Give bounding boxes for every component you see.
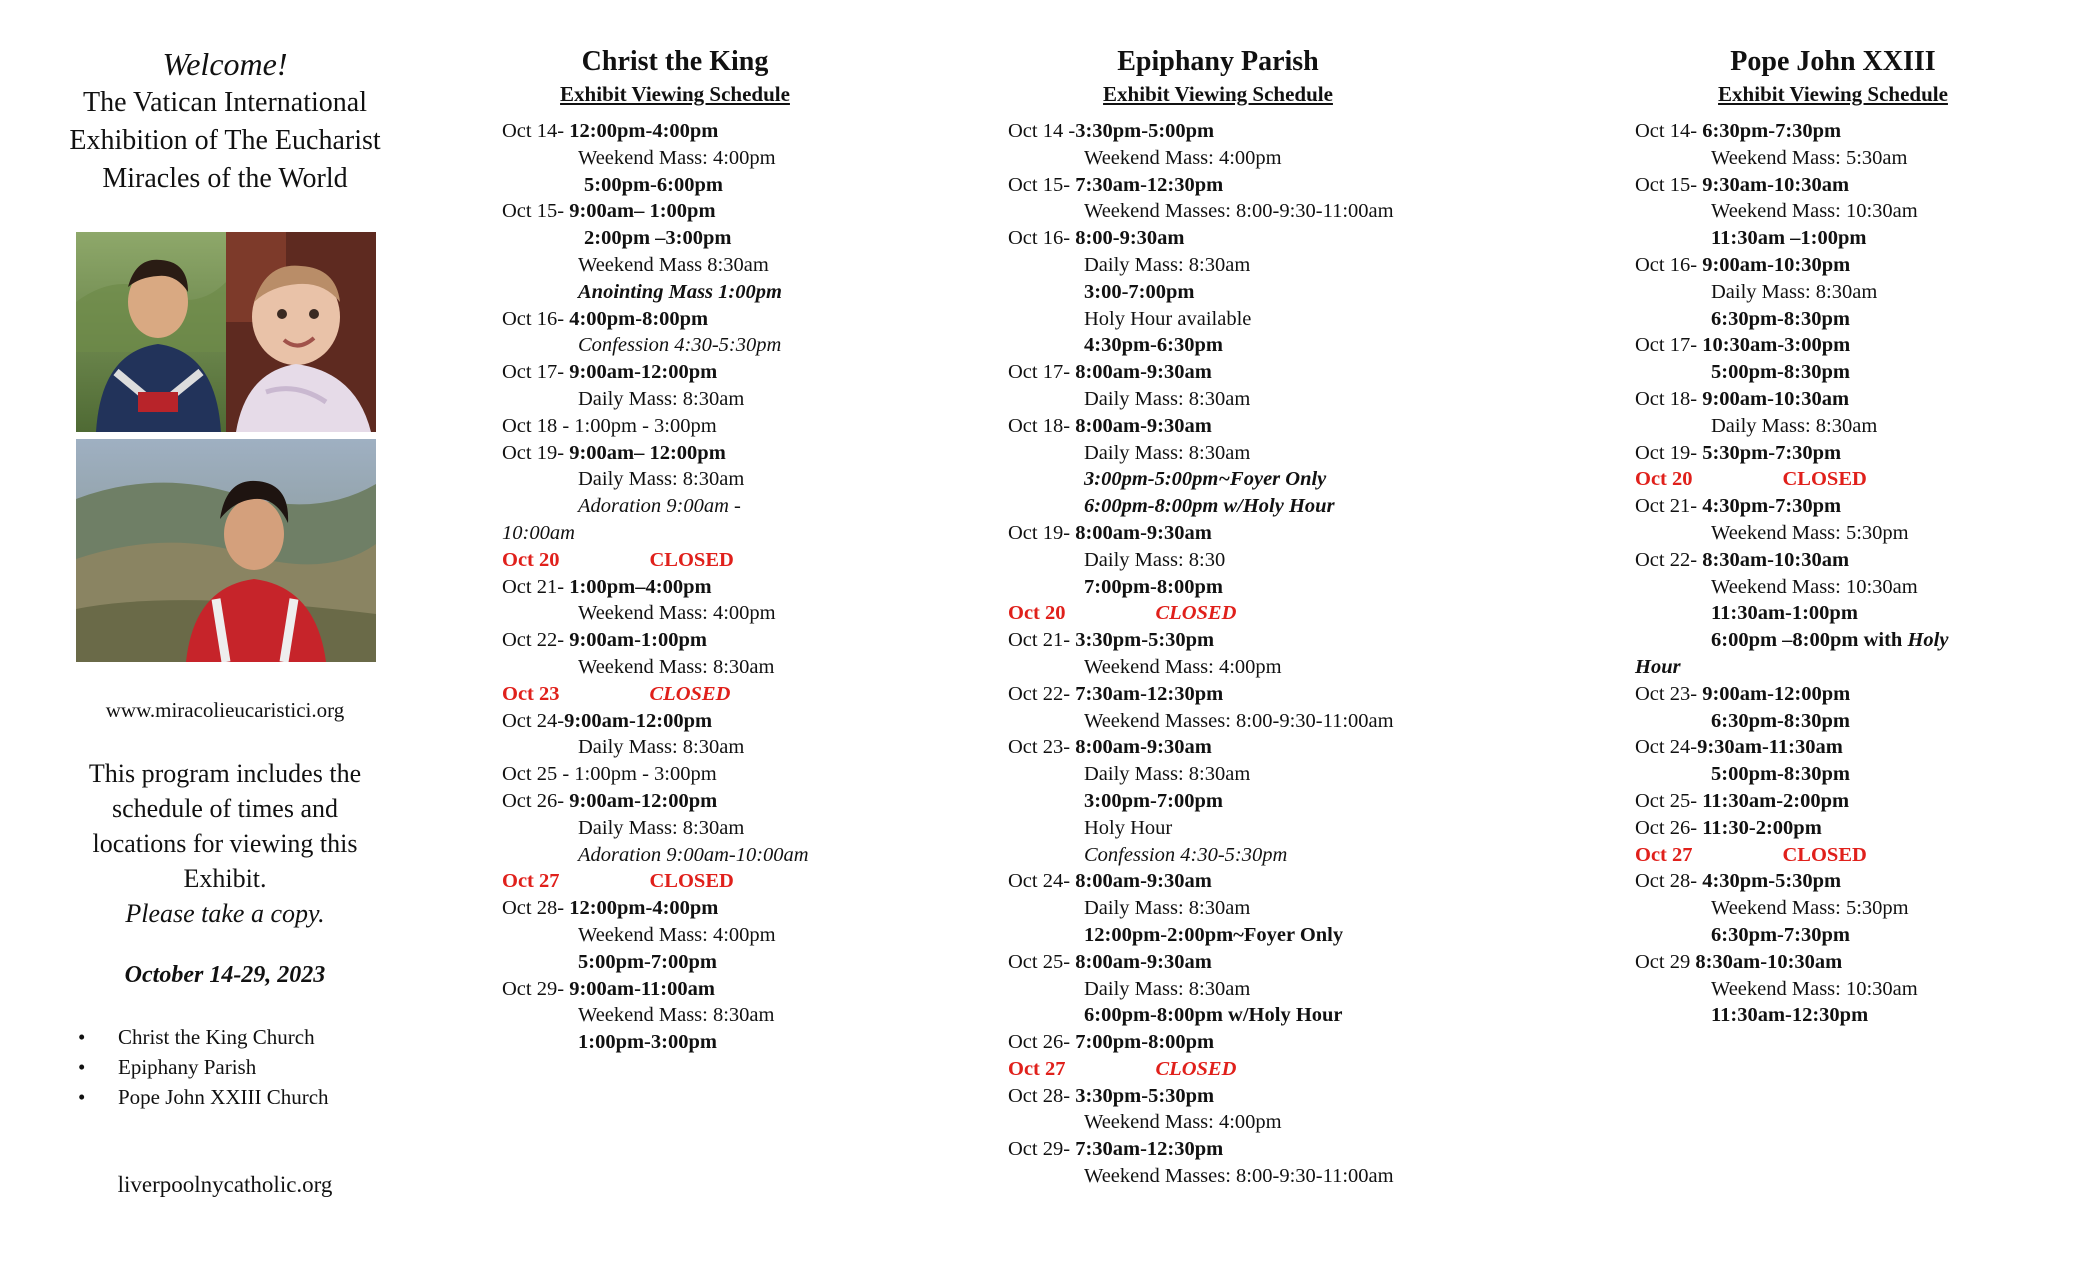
parish-website-link[interactable]: liverpoolnycatholic.org [117, 1172, 333, 1197]
schedule-line: Daily Mass: 8:30 [1084, 548, 1226, 571]
take-copy-note: Please take a copy. [125, 899, 325, 928]
schedule-line: 6:30pm-8:30pm [1711, 709, 1850, 732]
schedule-line: Holy Hour [1084, 816, 1173, 839]
church-item: • Epiphany Parish [78, 1052, 329, 1082]
schedule-line: 3:00pm-7:00pm [1084, 789, 1223, 812]
schedule-line: 12:00pm-2:00pm~Foyer Only [1084, 923, 1344, 946]
closed-line: Oct 27 CLOSED [502, 870, 734, 893]
welcome-heading: Welcome! [162, 46, 288, 82]
program-line: Exhibit. [183, 864, 267, 893]
schedule-line: Oct 22- 9:00am-1:00pm [502, 629, 707, 652]
schedule-line: Oct 29- 9:00am-11:00am [502, 977, 715, 1000]
column-header [1008, 44, 1428, 108]
intro-line: The Vatican International [82, 87, 368, 118]
closed-line: Oct 27 CLOSED [1635, 843, 1867, 866]
program-line: This program includes the [88, 759, 362, 788]
column-title: Christ the King [581, 46, 769, 77]
schedule-line: Oct 24-9:30am-11:30am [1635, 736, 1843, 759]
schedule-line: Weekend Mass: 5:30pm [1711, 897, 1909, 920]
schedule-line: Oct 28- 4:30pm-5:30pm [1635, 870, 1842, 893]
schedule-line: 6:00pm-8:00pm w/Holy Hour [1084, 1004, 1343, 1027]
schedule-line: 11:30am –1:00pm [1711, 227, 1867, 250]
schedule-line: Oct 16- 9:00am-10:30pm [1635, 253, 1851, 276]
schedule-line: 7:00pm-8:00pm [1084, 575, 1223, 598]
schedule-epiphany-parish [1008, 44, 1428, 1190]
closed-line: Oct 20 CLOSED [1635, 468, 1867, 491]
photo-collage [76, 232, 376, 662]
schedule-line: Oct 26- 11:30-2:00pm [1635, 816, 1822, 839]
schedule-line: 3:00pm-5:00pm~Foyer Only [1084, 468, 1327, 491]
closed-line: Oct 20 CLOSED [502, 548, 734, 571]
schedule-line: Weekend Mass: 4:00pm [1084, 655, 1282, 678]
closed-label: CLOSED [1782, 843, 1867, 866]
schedule-line: Weekend Mass: 5:30am [1711, 146, 1908, 169]
schedule-line: 5:00pm-6:00pm [584, 173, 723, 196]
column-header [502, 44, 848, 108]
intro-line: Exhibition of The Eucharist [69, 125, 381, 156]
schedule-line: Oct 14- 12:00pm-4:00pm [502, 120, 719, 142]
schedule-line: 6:00pm –8:00pm with Holy [1711, 629, 1949, 652]
schedule-line: Weekend Mass: 10:30am [1711, 575, 1918, 598]
schedule-line: Confession 4:30-5:30pm [1084, 843, 1288, 866]
program-description [40, 756, 410, 931]
schedule-line: 10:00am [502, 521, 575, 544]
schedule-line: 11:30am-12:30pm [1711, 1004, 1869, 1027]
schedule-line: Adoration 9:00am - [578, 495, 741, 518]
program-line: schedule of times and [112, 794, 338, 823]
photo-teen-mountains [76, 439, 376, 662]
schedule-line: Daily Mass: 8:30am [1084, 977, 1251, 1000]
schedule-line: 6:00pm-8:00pm w/Holy Hour [1084, 495, 1335, 518]
column-header [1635, 44, 2031, 108]
schedule-line: Oct 15- 9:00am– 1:00pm [502, 200, 716, 223]
left-panel [40, 44, 410, 198]
schedule-line: Oct 14 -3:30pm-5:00pm [1008, 120, 1215, 142]
schedule-line: Oct 19- 8:00am-9:30am [1008, 521, 1212, 544]
schedule-line: Oct 18 - 1:00pm - 3:00pm [502, 414, 717, 437]
church-list [78, 1022, 329, 1112]
schedule-line: 11:30am-1:00pm [1711, 602, 1858, 625]
event-dates: October 14-29, 2023 [124, 962, 326, 988]
schedule-line: Daily Mass: 8:30am [1711, 414, 1878, 437]
schedule-line: Weekend Mass: 4:00pm [1084, 1111, 1282, 1134]
closed-line: Oct 27 CLOSED [1008, 1057, 1237, 1080]
closed-label: CLOSED [649, 682, 731, 705]
schedule-line: 1:00pm-3:00pm [578, 1031, 717, 1054]
schedule-line: Daily Mass: 8:30am [578, 816, 745, 839]
schedule-line: Oct 24-9:00am-12:00pm [502, 709, 713, 732]
column-subtitle: Exhibit Viewing Schedule [1718, 82, 1948, 106]
schedule-line: 2:00pm –3:00pm [584, 227, 732, 250]
column-title: Pope John XXIII [1730, 46, 1936, 77]
schedule-line: Weekend Mass 8:30am [578, 253, 769, 276]
closed-label: CLOSED [1155, 1057, 1237, 1080]
schedule-line: Hour [1635, 655, 1681, 678]
schedule-line: Daily Mass: 8:30am [1084, 387, 1251, 410]
schedule-line: 5:00pm-7:00pm [578, 950, 717, 973]
schedule-line: Oct 19- 5:30pm-7:30pm [1635, 441, 1842, 464]
schedule-line: Oct 25- 8:00am-9:30am [1008, 950, 1212, 973]
schedule-line: Oct 22- 7:30am-12:30pm [1008, 682, 1224, 705]
schedule-line: Oct 26- 7:00pm-8:00pm [1008, 1031, 1215, 1054]
column-title: Epiphany Parish [1117, 46, 1319, 77]
schedule-line: Weekend Masses: 8:00-9:30-11:00am [1084, 1165, 1394, 1188]
schedule-line: Oct 18- 9:00am-10:30am [1635, 387, 1850, 410]
schedule-line: Oct 16- 4:00pm-8:00pm [502, 307, 709, 330]
schedule-line: Weekend Mass: 4:00pm [578, 923, 776, 946]
closed-line: Oct 23 CLOSED [502, 682, 731, 705]
schedule-line: Daily Mass: 8:30am [1084, 763, 1251, 786]
schedule-line: Holy Hour available [1084, 307, 1252, 330]
program-line: locations for viewing this [92, 829, 358, 858]
schedule-line: Weekend Mass: 4:00pm [578, 602, 776, 625]
schedule-line: Daily Mass: 8:30am [578, 468, 745, 491]
schedule-line: Daily Mass: 8:30am [578, 736, 745, 759]
schedule-line: Oct 23- 8:00am-9:30am [1008, 736, 1212, 759]
photo-baby [226, 232, 376, 432]
schedule-line: 5:00pm-8:30pm [1711, 361, 1850, 384]
schedule-line: Oct 15- 9:30am-10:30am [1635, 173, 1850, 196]
schedule-line: Oct 21- 4:30pm-7:30pm [1635, 495, 1842, 518]
schedule-line: 6:30pm-8:30pm [1711, 307, 1850, 330]
schedule-line: 4:30pm-6:30pm [1084, 334, 1223, 357]
schedule-line: Oct 26- 9:00am-12:00pm [502, 789, 718, 812]
schedule-line: Anointing Mass 1:00pm [578, 280, 782, 303]
schedule-line: Oct 29 8:30am-10:30am [1635, 950, 1843, 973]
schedule-line: Oct 17- 10:30am-3:00pm [1635, 334, 1851, 357]
schedule-line: Oct 29- 7:30am-12:30pm [1008, 1138, 1224, 1161]
closed-label: CLOSED [649, 870, 734, 893]
schedule-line: Oct 17- 8:00am-9:30am [1008, 361, 1212, 384]
closed-label: CLOSED [1782, 468, 1867, 491]
schedule-line: Oct 23- 9:00am-12:00pm [1635, 682, 1851, 705]
closed-line: Oct 20 CLOSED [1008, 602, 1237, 625]
schedule-line: Oct 16- 8:00-9:30am [1008, 227, 1185, 250]
schedule-line: 3:00-7:00pm [1084, 280, 1195, 303]
church-item: • Pope John XXIII Church [78, 1082, 329, 1112]
schedule-line: Weekend Masses: 8:00-9:30-11:00am [1084, 200, 1394, 223]
schedule-line: Oct 21- 1:00pm–4:00pm [502, 575, 712, 598]
schedule-line: Weekend Mass: 8:30am [578, 655, 775, 678]
schedule-line: Daily Mass: 8:30am [578, 387, 745, 410]
schedule-line: Oct 21- 3:30pm-5:30pm [1008, 629, 1215, 652]
schedule-line: Weekend Mass: 5:30pm [1711, 521, 1909, 544]
schedule-line: Weekend Mass: 10:30am [1711, 977, 1918, 1000]
schedule-christ-the-king [502, 44, 848, 1056]
schedule-line: Oct 28- 3:30pm-5:30pm [1008, 1084, 1215, 1107]
schedule-line: Daily Mass: 8:30am [1084, 441, 1251, 464]
schedule-line: Oct 28- 12:00pm-4:00pm [502, 897, 719, 920]
schedule-line: Adoration 9:00am-10:00am [578, 843, 809, 866]
schedule-line: Daily Mass: 8:30am [1084, 897, 1251, 920]
schedule-line: Oct 24- 8:00am-9:30am [1008, 870, 1212, 893]
schedule-line: Weekend Masses: 8:00-9:30-11:00am [1084, 709, 1394, 732]
schedule-line: Oct 22- 8:30am-10:30am [1635, 548, 1850, 571]
schedule-line: Oct 17- 9:00am-12:00pm [502, 361, 718, 384]
schedule-line: Oct 19- 9:00am– 12:00pm [502, 441, 726, 464]
schedule-line: Daily Mass: 8:30am [1711, 280, 1878, 303]
schedule-line: Weekend Mass: 8:30am [578, 1004, 775, 1027]
schedule-line: Oct 14- 6:30pm-7:30pm [1635, 120, 1842, 142]
schedule-line: 6:30pm-7:30pm [1711, 923, 1850, 946]
schedule-line: Confession 4:30-5:30pm [578, 334, 782, 357]
schedule-line: Oct 25- 11:30am-2:00pm [1635, 789, 1850, 812]
schedule-line: 5:00pm-8:30pm [1711, 763, 1850, 786]
schedule-line: Oct 25 - 1:00pm - 3:00pm [502, 763, 717, 786]
column-subtitle: Exhibit Viewing Schedule [560, 82, 790, 106]
church-item: • Christ the King Church [78, 1022, 329, 1052]
column-subtitle: Exhibit Viewing Schedule [1103, 82, 1333, 106]
schedule-line: Oct 18- 8:00am-9:30am [1008, 414, 1212, 437]
closed-label: CLOSED [1155, 602, 1237, 625]
schedule-line: Weekend Mass: 4:00pm [1084, 146, 1282, 169]
schedule-line: Weekend Mass: 4:00pm [578, 146, 776, 169]
schedule-line: Weekend Mass: 10:30am [1711, 200, 1918, 223]
schedule-pope-john-xxiii [1635, 44, 2035, 1029]
intro-line: Miracles of the World [102, 163, 348, 194]
photo-young-man [76, 232, 226, 432]
closed-label: CLOSED [649, 548, 734, 571]
schedule-line: Daily Mass: 8:30am [1084, 253, 1251, 276]
website-link[interactable]: www.miracolieucaristici.org [105, 698, 345, 722]
schedule-line: Oct 15- 7:30am-12:30pm [1008, 173, 1224, 196]
